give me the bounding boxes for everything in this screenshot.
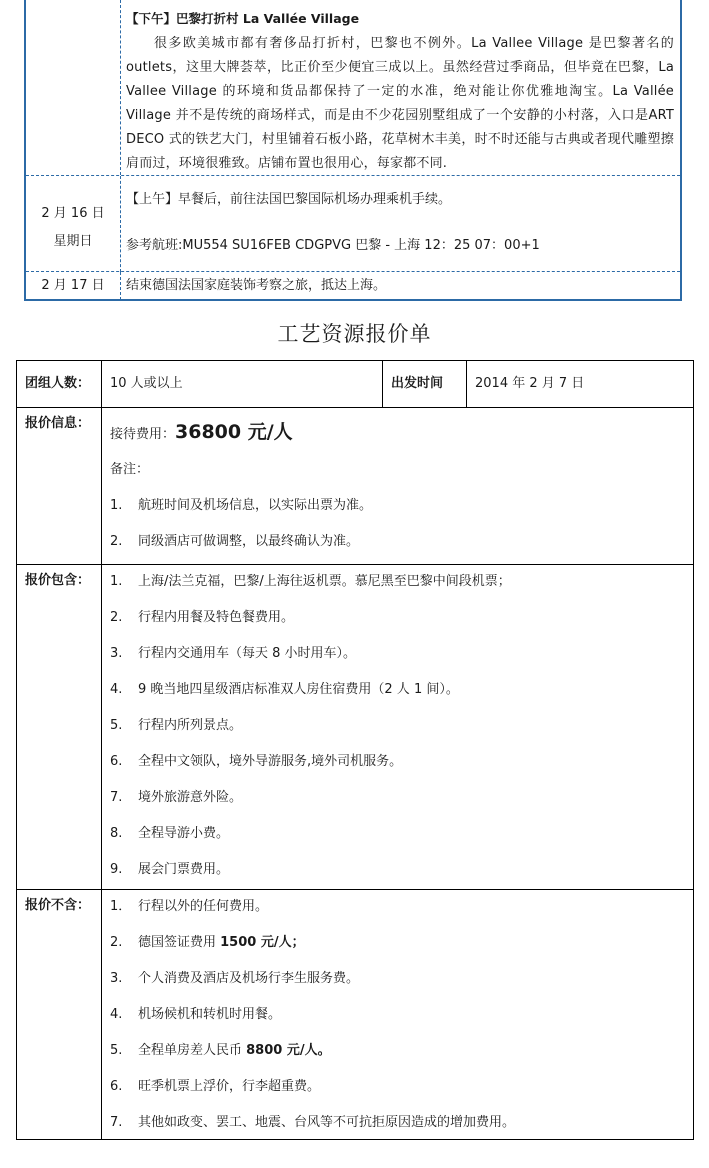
list-item: 2. 同级酒店可做调整，以最终确认为准。 [110,534,360,549]
group-size-label: 团组人数： [17,361,102,407]
day-date: 2 月 16 日 [41,206,105,221]
fee-line [110,419,687,448]
quote-row-excludes [17,889,693,1139]
list-item: 7. 其他如政变、罢工、地震、台风等不可抗拒原因造成的增加费用。 [110,1115,516,1130]
includes-label: 报价包含： [17,564,102,889]
day-date: 2 月 17 日 [26,272,121,300]
itinerary-content-cell [126,0,674,176]
departure-value: 2014 年 2 月 7 日 [475,376,585,391]
afternoon-description: 很多欧美城市都有奢侈品打折村，巴黎也不例外。La Vallee Village 是巴黎著名的outlets，这里大牌荟萃，比正价至少便宜三成以上。虽然经营过季商品，但毕竟在巴黎，La Vallee Village 的环境和货品都保持了一定的水准，绝对能让你优雅地淘宝。La Vallée Village 并不是传统的商场样式，而是由不少花园别墅组成了一个安静的小村落，入口是ART DECO 式的铁艺大门，村里铺着石板小路，花草树木丰美，时不时还能与古典或者现代雕塑擦肩而过，环境很雅致。店铺布置也很用心，每家都不同. [126,36,674,171]
includes-list [110,564,687,888]
list-item: 4. 机场候机和转机时用餐。 [110,1007,282,1022]
notes-list [110,488,687,560]
list-item: 6. 全程中文领队，境外导游服务,境外司机服务。 [110,754,403,769]
afternoon-title: 【下午】巴黎打折村 La Vallée Village [126,11,360,26]
itinerary-content-cell [126,176,674,256]
day-description: 结束德国法国家庭装饰考察之旅，抵达上海。 [126,278,387,293]
list-item: 5. 行程内所列景点。 [110,718,243,733]
list-item: 8. 全程导游小费。 [110,826,230,841]
list-item: 3. 个人消费及酒店及机场行李生服务费。 [110,971,360,986]
morning-text: 【上午】早餐后，前往法国巴黎国际机场办理乘机手续。 [126,192,452,207]
quote-row-info [17,407,693,565]
itinerary-row-afternoon [26,0,680,175]
list-item: 1． 行程以外的任何费用。 [110,899,269,914]
list-item: 3. 行程内交通用车（每天 8 小时用车）。 [110,646,357,661]
note-label: 备注： [110,462,150,477]
list-item: 1. 上海/法兰克福，巴黎/上海往返机票。慕尼黑至巴黎中间段机票； [110,574,511,589]
list-item: 2. 德国签证费用 1500 元/人； [110,935,305,950]
list-item: 6. 旺季机票上浮价，行李超重费。 [110,1079,321,1094]
fee-prefix: 接待费用： [110,427,176,442]
itinerary-row-feb16 [26,175,680,272]
itinerary-table [24,0,682,301]
quote-info-label: 报价信息： [17,407,102,564]
list-item: 2. 行程内用餐及特色餐费用。 [110,610,295,625]
itinerary-date-cell [26,176,121,272]
quote-row-group [17,361,693,408]
flight-reference: 参考航班:MU554 SU16FEB CDGPVG 巴黎 - 上海 12：25 07：00+1 [126,238,540,253]
quote-info-content [110,407,687,560]
excludes-list [110,889,687,1141]
quote-row-includes [17,564,693,890]
list-item: 7. 境外旅游意外险。 [110,790,243,805]
itinerary-date-cell [26,0,121,175]
excludes-label: 报价不含： [17,889,102,1139]
fee-value: 36800 元/人 [175,421,293,443]
quote-table [16,360,694,1140]
list-item: 4. 9 晚当地四星级酒店标准双人房住宿费用（2 人 1 间）。 [110,682,459,697]
group-size-value: 10 人或以上 [102,361,383,407]
day-weekday: 星期日 [53,234,93,249]
list-item: 1. 航班时间及机场信息，以实际出票为准。 [110,498,373,513]
list-item: 5. 全程单房差人民币 8800 元/人。 [110,1043,331,1058]
quote-title: 工艺资源报价单 [277,322,432,346]
itinerary-row-feb17 [26,271,680,300]
departure-label: 出发时间 [383,361,467,407]
list-item: 9. 展会门票费用。 [110,862,230,877]
